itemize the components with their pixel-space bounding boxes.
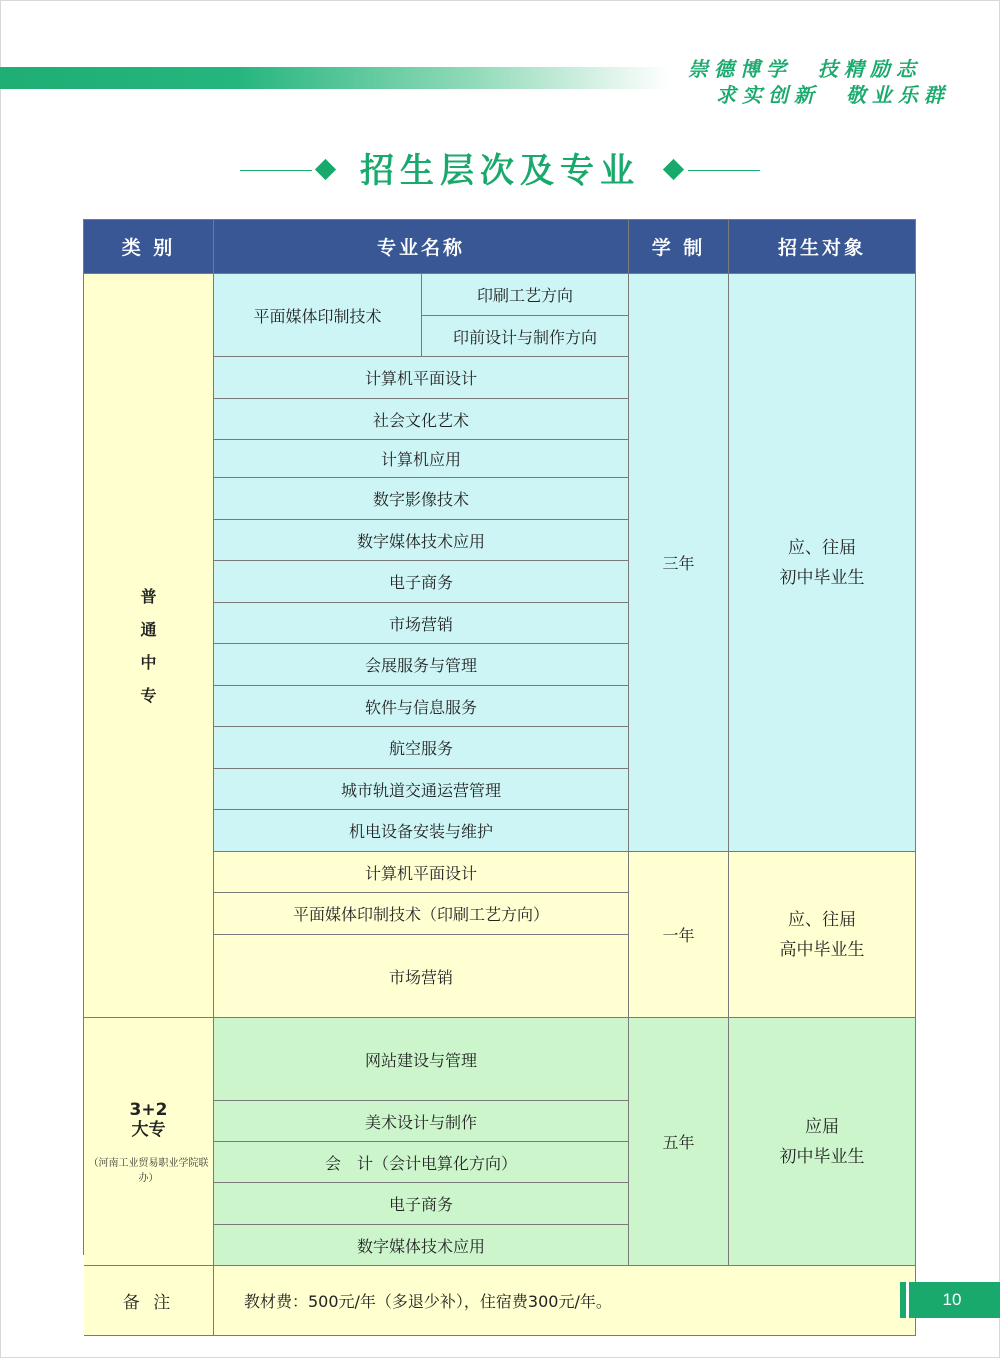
category-char: 普 <box>140 586 157 606</box>
major-cell: 数字影像技术 <box>214 478 629 520</box>
duration-cell: 五年 <box>629 1018 729 1266</box>
title-rule-right <box>688 170 760 171</box>
group-direction: 印刷工艺方向 <box>422 274 629 316</box>
group-direction: 印前设计与制作方向 <box>422 316 629 357</box>
header-duration: 学 制 <box>629 220 729 274</box>
category-char: 通 <box>140 619 157 639</box>
enrollment-table <box>83 219 916 1313</box>
category-note: （河南工业贸易职业学院联办） <box>88 1157 209 1184</box>
major-cell: 美术设计与制作 <box>214 1101 629 1142</box>
page-number-tab <box>900 1282 1000 1318</box>
page-number: 10 <box>942 1290 962 1309</box>
duration-cell: 一年 <box>629 852 729 1018</box>
major-cell: 机电设备安装与维护 <box>214 810 629 852</box>
school-motto-line-2: 求实创新 敬业乐群 <box>716 83 950 107</box>
category-3plus2-college <box>84 1018 214 1266</box>
category-line: 3+2 <box>129 1099 168 1120</box>
major-cell: 电子商务 <box>214 561 629 603</box>
category-line: 大专 <box>131 1119 166 1140</box>
major-cell: 数字媒体技术应用 <box>214 520 629 561</box>
major-cell: 会展服务与管理 <box>214 644 629 686</box>
school-motto-line-1: 崇德博学 技精励志 <box>688 57 922 81</box>
header-category: 类 别 <box>84 220 214 274</box>
major-cell: 市场营销 <box>214 603 629 644</box>
target-line: 应届 <box>805 1116 839 1137</box>
target-line: 应、往届 <box>788 909 856 930</box>
major-cell: 社会文化艺术 <box>214 399 629 440</box>
target-cell <box>729 274 916 852</box>
major-cell: 平面媒体印制技术（印刷工艺方向） <box>214 893 629 935</box>
target-cell <box>729 852 916 1018</box>
major-cell: 计算机平面设计 <box>214 852 629 893</box>
diamond-icon <box>315 159 336 180</box>
target-line: 应、往届 <box>788 537 856 558</box>
major-cell: 数字媒体技术应用 <box>214 1225 629 1266</box>
major-cell: 计算机平面设计 <box>214 357 629 399</box>
major-cell: 市场营销 <box>214 935 629 1018</box>
category-regular-secondary <box>84 274 214 1018</box>
title-rule-left <box>240 170 312 171</box>
target-line: 初中毕业生 <box>779 567 865 588</box>
category-char: 中 <box>140 652 157 672</box>
remark-label: 备 注 <box>84 1266 214 1336</box>
group-major-name: 平面媒体印制技术 <box>214 274 422 357</box>
target-line: 初中毕业生 <box>779 1146 865 1167</box>
remark-text: 教材费：500元/年（多退少补），住宿费300元/年。 <box>214 1266 916 1336</box>
major-cell: 会 计（会计电算化方向） <box>214 1142 629 1183</box>
header-major-name: 专业名称 <box>214 220 629 274</box>
diamond-icon <box>663 159 684 180</box>
category-char: 专 <box>140 685 157 705</box>
major-cell: 软件与信息服务 <box>214 686 629 727</box>
duration-cell: 三年 <box>629 274 729 852</box>
major-cell: 计算机应用 <box>214 440 629 478</box>
major-cell: 电子商务 <box>214 1183 629 1225</box>
header-color-band <box>0 67 670 89</box>
major-cell: 城市轨道交通运营管理 <box>214 769 629 810</box>
target-line: 高中毕业生 <box>779 939 865 960</box>
target-cell <box>729 1018 916 1266</box>
page-title-block <box>240 148 760 194</box>
header-target: 招生对象 <box>729 220 916 274</box>
page-title: 招生层次及专业 <box>360 151 640 191</box>
major-cell: 网站建设与管理 <box>214 1018 629 1101</box>
major-cell: 航空服务 <box>214 727 629 769</box>
